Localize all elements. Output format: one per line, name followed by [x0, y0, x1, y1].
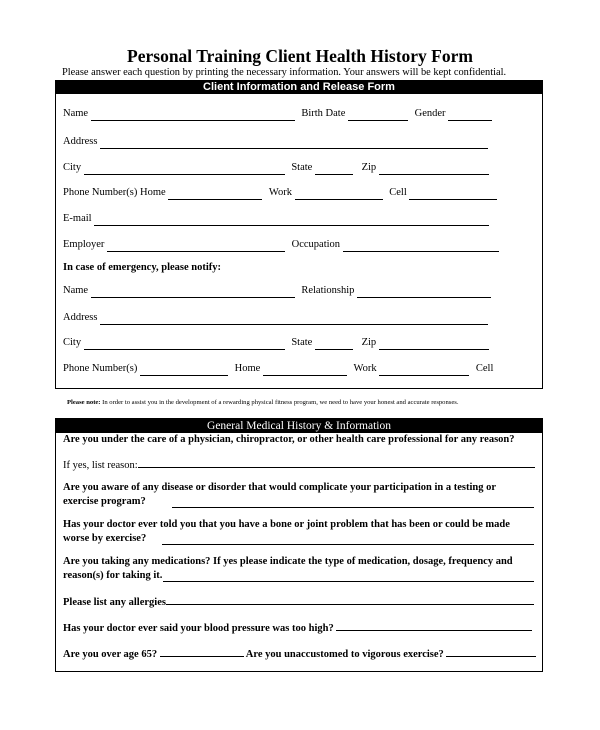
question-medications: Are you taking any medications? If yes please indicate the type of medication, dosage, frequency and reason(s) for taking it. — [63, 556, 513, 581]
allergies-label: Please list any allergies — [63, 597, 166, 608]
name-label: Name — [63, 108, 89, 119]
employer-field[interactable] — [107, 241, 285, 252]
question-disease-disorder: Are you aware of any disease or disorder that would complicate your participation in a testing or exercise program? — [63, 482, 496, 507]
medical-history-header: General Medical History & Information — [56, 419, 542, 433]
home-label: Home — [234, 363, 261, 374]
emergency-name-label: Name — [63, 285, 89, 296]
blood-pressure-label: Has your doctor ever said your blood pressure was too high? — [63, 623, 334, 634]
zip-label: Zip — [361, 162, 377, 173]
client-city-row — [63, 161, 489, 175]
phone-home-field[interactable] — [168, 189, 262, 200]
emergency-work-field[interactable] — [263, 365, 347, 376]
emergency-cell-field[interactable] — [379, 365, 469, 376]
emergency-phone-row — [63, 362, 493, 376]
emergency-home-field[interactable] — [140, 365, 228, 376]
work-label: Work — [268, 187, 292, 198]
blood-pressure-row — [63, 620, 532, 636]
cell-label: Cell — [389, 187, 407, 198]
relationship-field[interactable] — [357, 287, 491, 298]
state-label: State — [291, 162, 313, 173]
birth-date-label: Birth Date — [301, 108, 346, 119]
question-care-professional: Are you under the care of a physician, chiropractor, or other health care professional for any reason? — [63, 434, 515, 445]
client-email-row — [63, 212, 489, 226]
phone-home-label: Phone Number(s) Home — [63, 187, 166, 198]
emergency-city-row — [63, 336, 489, 350]
care-reason-row — [63, 457, 535, 473]
vigorous-exercise-label: Are you unaccustomed to vigorous exercise? — [245, 649, 444, 660]
gender-field[interactable] — [448, 110, 492, 121]
address-label: Address — [63, 136, 98, 147]
care-reason-field[interactable] — [138, 457, 535, 468]
over-65-field[interactable] — [160, 646, 244, 657]
emergency-cell-label: Cell — [475, 363, 494, 374]
emergency-name-row — [63, 284, 491, 298]
emergency-phones-label: Phone Number(s) — [63, 363, 138, 374]
employer-label: Employer — [63, 239, 105, 250]
client-name-row — [63, 107, 492, 121]
emergency-city-label: City — [63, 337, 82, 348]
emergency-name-field[interactable] — [91, 287, 295, 298]
city-label: City — [63, 162, 82, 173]
emergency-zip-label: Zip — [361, 337, 377, 348]
email-label: E-mail — [63, 213, 92, 224]
form-title: Personal Training Client Health History Form — [127, 46, 473, 66]
note-label: Please note: — [67, 399, 101, 406]
bone-joint-field[interactable] — [162, 533, 534, 545]
client-information-header: Client Information and Release Form — [56, 81, 542, 94]
emergency-heading: In case of emergency, please notify: — [63, 262, 222, 273]
emergency-work-label: Work — [353, 363, 377, 374]
client-phone-row — [63, 186, 497, 200]
allergies-field[interactable] — [166, 594, 534, 605]
blood-pressure-field[interactable] — [336, 620, 532, 631]
medications-field[interactable] — [163, 570, 534, 582]
note-text — [67, 399, 537, 406]
email-field[interactable] — [94, 215, 489, 226]
address-field[interactable] — [100, 138, 488, 149]
disease-disorder-field[interactable] — [172, 496, 534, 508]
age-exercise-row — [63, 646, 536, 662]
relationship-label: Relationship — [301, 285, 355, 296]
client-address-row — [63, 135, 488, 149]
emergency-address-label: Address — [63, 312, 98, 323]
emergency-address-row — [63, 311, 488, 325]
form-instructions: Please answer each question by printing the necessary information. Your answers will be kept confidential. — [62, 67, 507, 78]
allergies-row — [63, 594, 534, 610]
client-employer-row — [63, 238, 499, 252]
question-bone-joint: Has your doctor ever told you that you have a bone or joint problem that has been or could be made worse by exercise? — [63, 519, 510, 544]
cell-phone-field[interactable] — [409, 189, 497, 200]
occupation-label: Occupation — [291, 239, 341, 250]
zip-field[interactable] — [379, 164, 489, 175]
emergency-state-label: State — [291, 337, 313, 348]
birth-date-field[interactable] — [348, 110, 408, 121]
name-field[interactable] — [91, 110, 295, 121]
over-65-label: Are you over age 65? — [63, 649, 158, 660]
care-reason-label: If yes, list reason: — [63, 460, 138, 471]
emergency-zip-field[interactable] — [379, 339, 489, 350]
state-field[interactable] — [315, 164, 353, 175]
emergency-state-field[interactable] — [315, 339, 353, 350]
city-field[interactable] — [84, 164, 285, 175]
work-phone-field[interactable] — [295, 189, 383, 200]
gender-label: Gender — [414, 108, 446, 119]
occupation-field[interactable] — [343, 241, 499, 252]
vigorous-exercise-field[interactable] — [446, 646, 536, 657]
note-body: In order to assist you in the development of a rewarding physical fitness program, we need to have your honest and accurate responses. — [100, 399, 459, 406]
emergency-city-field[interactable] — [84, 339, 285, 350]
emergency-address-field[interactable] — [100, 314, 488, 325]
